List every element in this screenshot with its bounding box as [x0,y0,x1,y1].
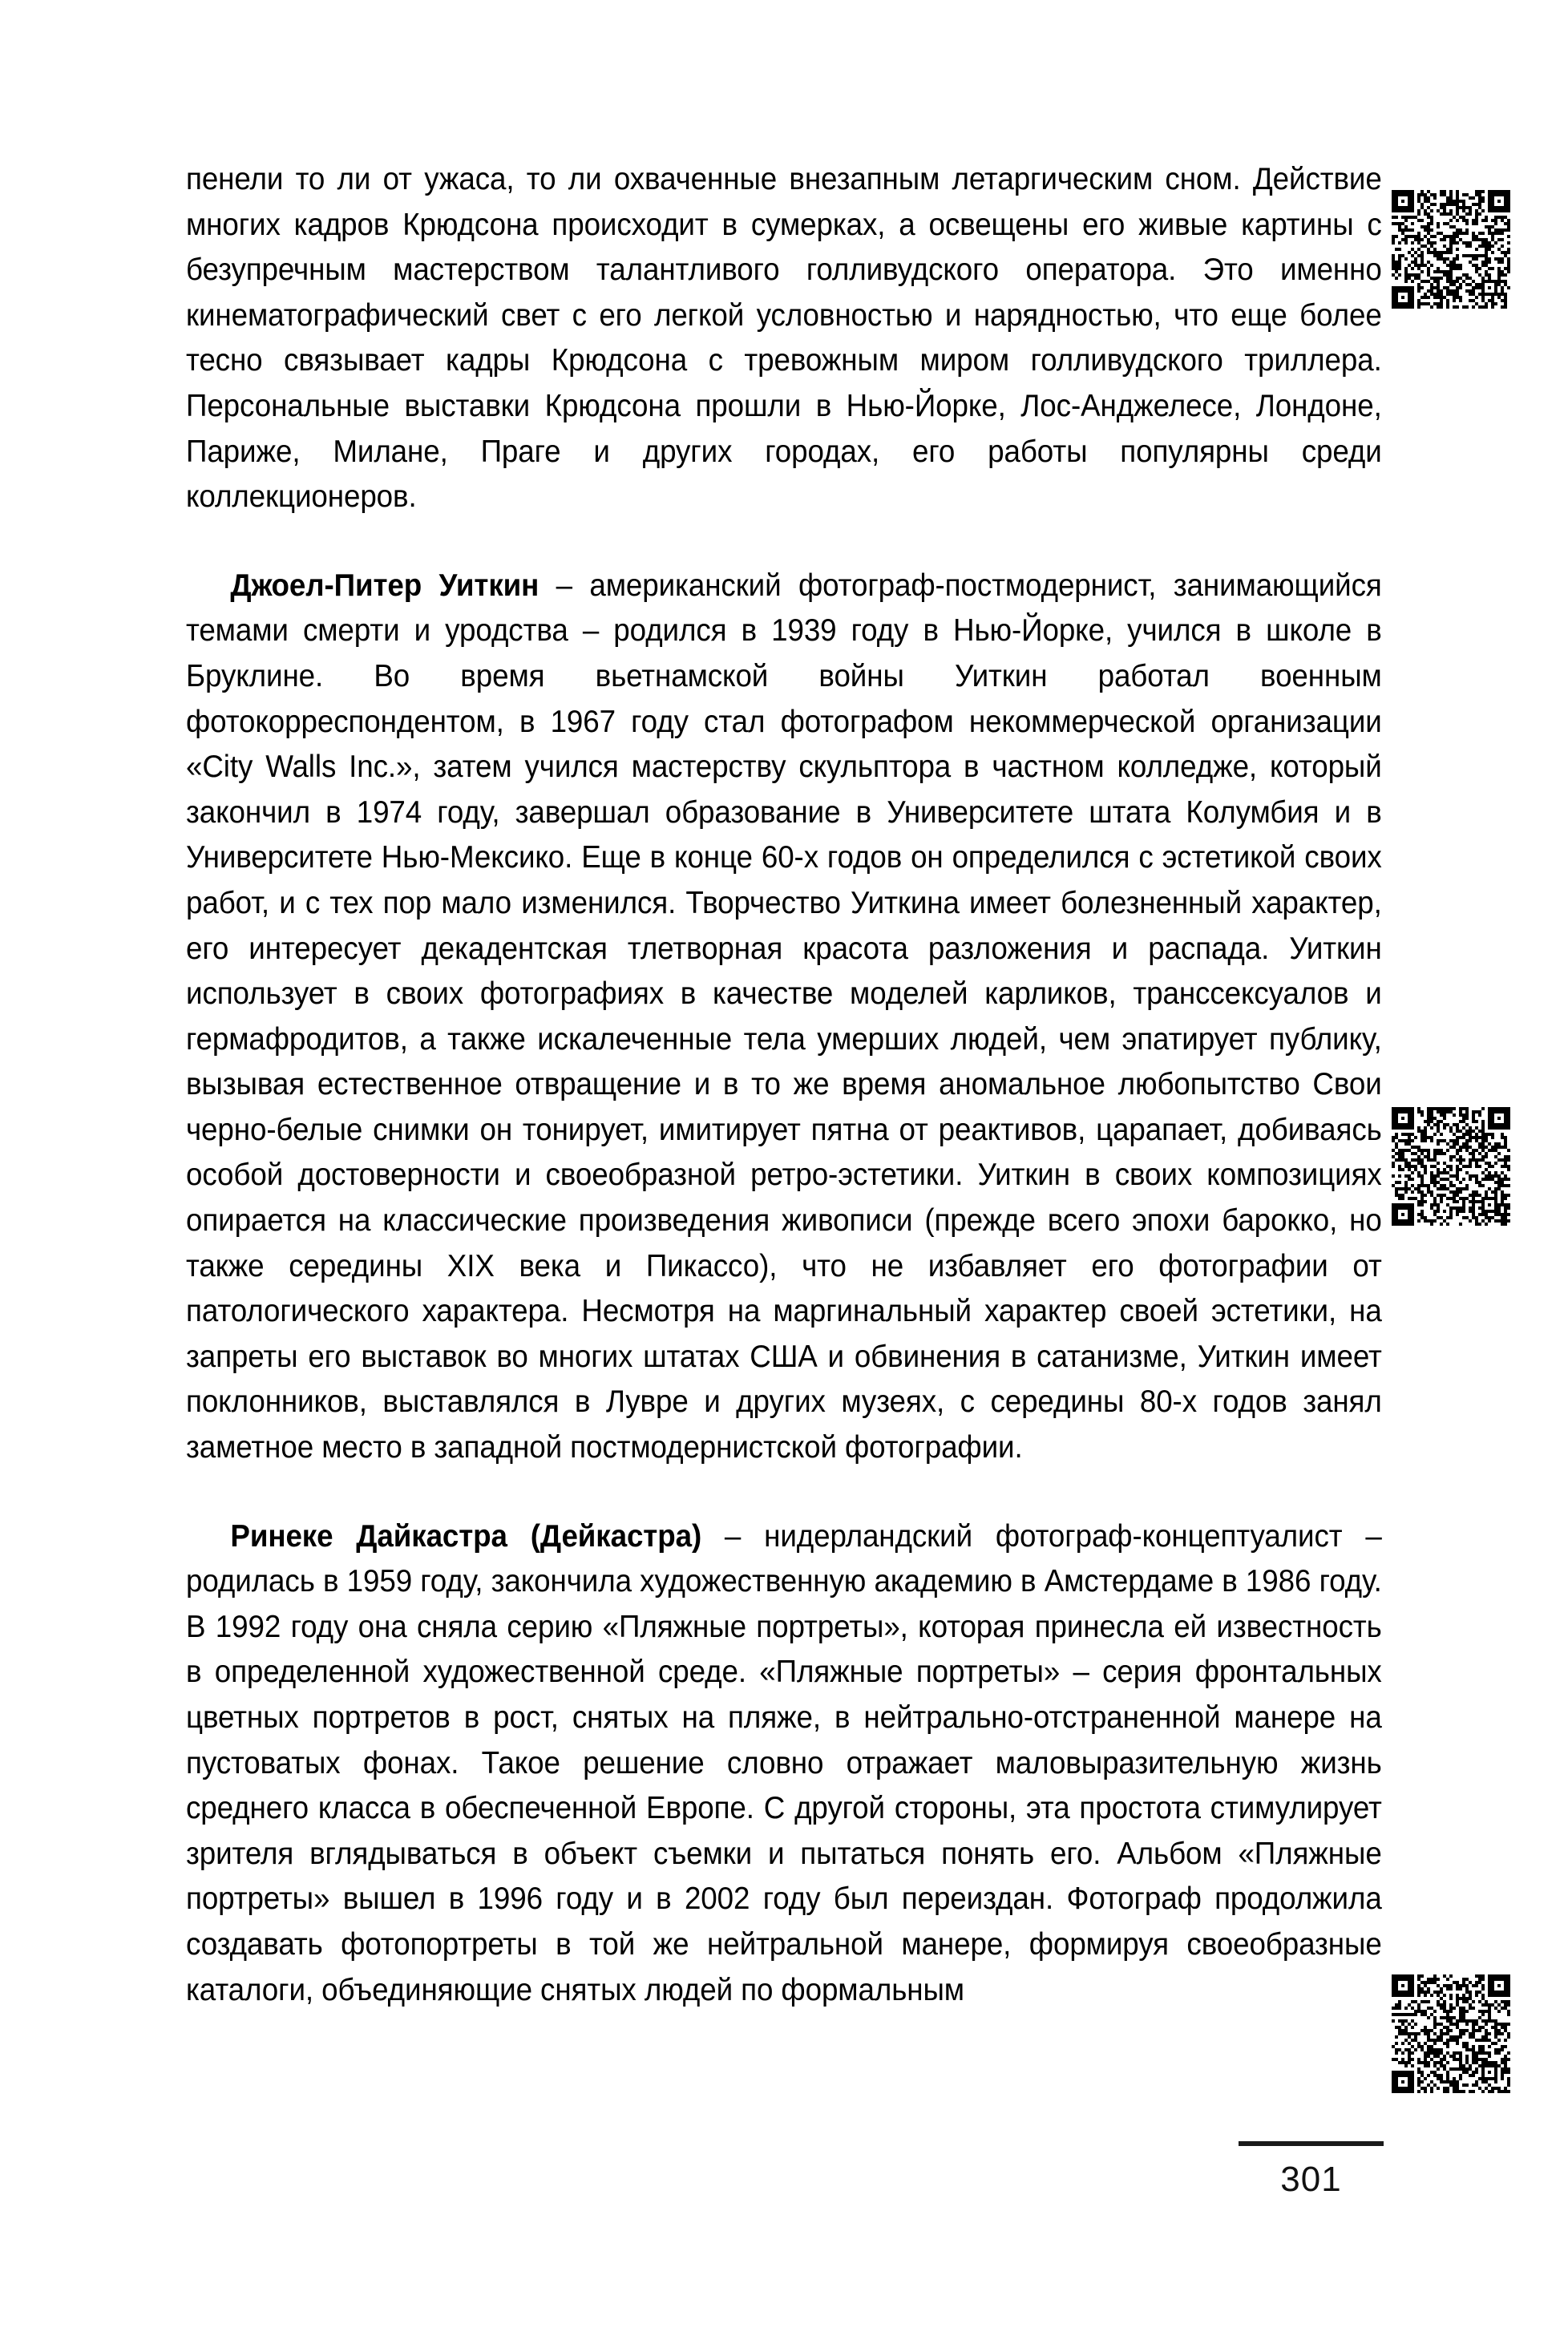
text-column [186,157,1382,2013]
qr-code-image [1392,1974,1510,2093]
paragraph-witkin [186,564,1382,1471]
person-name-witkin: Джоел-Питер Уиткин [230,568,540,603]
qr-code-image [1392,1107,1510,1226]
qr-code-icon[interactable] [1392,1974,1510,2093]
paragraph-crewdson [186,157,1382,520]
qr-code-icon[interactable] [1392,190,1510,309]
paragraph-body: пенели то ли от ужаса, то ли охваченные внезапным летаргическим сном. Действие многих кадров Крюдсона происходит в сумерках, а освещены его живые картины с безупречным мастерством талантливого голливудского оператора. Это именно кинематографический свет с его легкой условностью и нарядностью, что еще более тесно связывает кадры Крюдсона с тревожным миром голливудского триллера. Персональные выставки Крюдсона прошли в Нью-Йорке, Лос-Анджелесе, Лондоне, Париже, Милане, Праге и других городах, его работы популярны среди коллекционеров. [186,162,1382,515]
paragraph-dijkstra [186,1514,1382,2014]
page-number: 301 [1280,2160,1342,2199]
paragraph-body: – нидерландский фотограф-концептуалист – родилась в 1959 году, закончила художественную академию в Амстердаме в 1986 году. В 1992 году она сняла серию «Пляжные портреты», которая принесла ей известность в определенной художественной среде. «Пляжные портреты» – серия фронтальных цветных портретов в рост, снятых на пляже, в нейтрально-отстраненной манере на пустоватых фонах. Такое решение словно отражает маловыразительную жизнь среднего класса в обеспеченной Европе. С другой стороны, эта простота стимулирует зрителя вглядываться в объект съемки и пытаться понять его. Альбом «Пляжные портреты» вышел в 1996 году и в 2002 году был переиздан. Фотограф продолжила создавать фотопортреты в той же нейтральной манере, формируя своеобразные каталоги, объединяющие снятых людей по формальным [186,1518,1382,2007]
footer-divider [1239,2141,1384,2146]
paragraph-body: – американский фотограф-постмодернист, занимающийся темами смерти и уродства – родился в 1939 году в Нью-Йорке, учился в школе в Бруклине. Во время вьетнамской войны Уиткин работал военным фотокорреспондентом, в 1967 году стал фотографом некоммерческой организации «City Walls Inc.», затем учился мастерству скульптора в частном колледже, который закончил в 1974 году, завершал образование в Университете штата Колумбия и в Университете Нью-Мексико. Еще в конце 60-х годов он определился с эстетикой своих работ, и с тех пор мало изменился. Творчество Уиткина имеет болезненный характер, его интересует декадентская тлетворная красота разложения и распада. Уиткин использует в своих фотографиях в качестве моделей карликов, транссексуалов и гермафродитов, а также искалеченные тела умерших людей, чем эпатирует публику, вызывая естественное отвращение и в то же время аномальное любопытство Свои черно-белые снимки он тонирует, имитирует пятна от реактивов, царапает, добиваясь особой достоверности и своеобразной ретро-эстетики. Уиткин в своих композициях опирается на классические произведения живописи (прежде всего эпохи барокко, но также середины XIX века и Пикассо), что не избавляет его фотографии от патологического характера. Несмотря на маргинальный характер своей эстетики, на запреты его выставок во многих штатах США и обвинения в сатанизме, Уиткин имеет поклонников, выставлялся в Лувре и других музеях, с середины 80-х годов занял заметное место в западной постмодернистской фотографии. [186,568,1382,1465]
qr-code-icon[interactable] [1392,1107,1510,1226]
person-name-dijkstra: Ринеке Дайкастра (Дейкастра) [230,1518,702,1554]
qr-code-image [1392,190,1510,309]
